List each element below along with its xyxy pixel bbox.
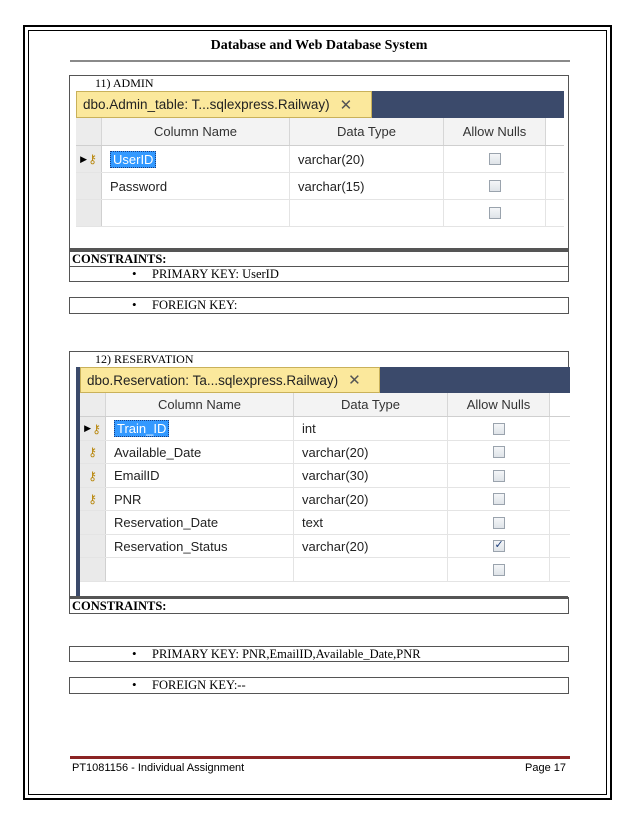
section-divider: [70, 248, 568, 250]
document-tab-bar: [76, 91, 564, 118]
allow-nulls-checkbox[interactable]: [493, 540, 505, 552]
allow-nulls-checkbox[interactable]: [489, 153, 501, 165]
allow-nulls-checkbox[interactable]: [489, 207, 501, 219]
reservation-table-section: [69, 351, 569, 599]
column-name-cell[interactable]: Available_Date: [106, 441, 294, 463]
table-designer: [76, 367, 570, 597]
column-name-cell[interactable]: Reservation_Status: [106, 535, 294, 557]
document-tab-bar: [80, 367, 570, 393]
table-row[interactable]: [80, 441, 570, 464]
primary-key-constraint: [69, 646, 569, 662]
table-row[interactable]: [76, 146, 564, 173]
table-row[interactable]: [80, 558, 570, 582]
row-selector[interactable]: [80, 511, 106, 534]
key-icon: ⚷: [88, 445, 97, 459]
document-tab[interactable]: [80, 367, 380, 393]
admin-table-section: [69, 75, 569, 251]
row-selector[interactable]: [80, 488, 106, 510]
key-icon: ⚷: [88, 492, 97, 506]
data-type-cell[interactable]: text: [294, 511, 448, 534]
table-row[interactable]: [76, 173, 564, 200]
allow-nulls-cell: [444, 173, 546, 199]
allow-nulls-header[interactable]: Allow Nulls: [448, 393, 550, 416]
column-name-header[interactable]: Column Name: [106, 393, 294, 416]
section-heading: 11) ADMIN: [95, 76, 154, 90]
foreign-key-constraint: [69, 297, 569, 314]
page-number: Page 17: [525, 762, 566, 774]
allow-nulls-checkbox[interactable]: [493, 446, 505, 458]
constraints-heading: CONSTRAINTS:: [69, 598, 569, 614]
row-selector[interactable]: [80, 441, 106, 463]
table-row[interactable]: [80, 417, 570, 441]
table-row[interactable]: [80, 488, 570, 511]
footer-left: PT1081156 - Individual Assignment: [72, 762, 245, 774]
row-selector[interactable]: [76, 146, 102, 172]
tab-title: dbo.Reservation: Ta...sqlexpress.Railway): [87, 372, 339, 388]
allow-nulls-checkbox[interactable]: [489, 180, 501, 192]
data-type-cell[interactable]: [294, 558, 448, 581]
allow-nulls-checkbox[interactable]: [493, 423, 505, 435]
foreign-key-text: FOREIGN KEY:: [152, 298, 238, 312]
allow-nulls-checkbox[interactable]: [493, 564, 505, 576]
allow-nulls-checkbox[interactable]: [493, 493, 505, 505]
column-name-text[interactable]: Train_ID: [114, 420, 169, 437]
data-type-cell[interactable]: varchar(30): [294, 464, 448, 487]
key-icon: ⚷: [92, 421, 101, 436]
column-name-cell[interactable]: [106, 558, 294, 581]
column-name-cell[interactable]: [106, 417, 294, 440]
data-type-header[interactable]: Data Type: [290, 118, 444, 145]
allow-nulls-cell: [448, 535, 550, 557]
key-icon: ⚷: [88, 468, 97, 483]
row-selector-header: [80, 393, 106, 416]
data-type-cell[interactable]: varchar(15): [290, 173, 444, 199]
foreign-key-constraint: [69, 677, 569, 694]
table-row[interactable]: [80, 535, 570, 558]
grid-header-row: [80, 393, 570, 417]
allow-nulls-cell: [448, 488, 550, 510]
primary-key-text: PRIMARY KEY: UserID: [152, 267, 279, 281]
table-row[interactable]: [80, 511, 570, 535]
foreign-key-text: FOREIGN KEY:--: [152, 678, 246, 692]
primary-key-constraint: [69, 266, 569, 282]
data-type-cell[interactable]: varchar(20): [294, 535, 448, 557]
allow-nulls-cell: [448, 417, 550, 440]
column-name-cell[interactable]: EmailID: [106, 464, 294, 487]
table-row[interactable]: [80, 464, 570, 488]
table-row[interactable]: [76, 200, 564, 227]
allow-nulls-cell: [448, 464, 550, 487]
column-name-cell[interactable]: Password: [102, 173, 290, 199]
data-type-cell[interactable]: int: [294, 417, 448, 440]
row-selector[interactable]: [80, 464, 106, 487]
data-type-cell[interactable]: varchar(20): [290, 146, 444, 172]
allow-nulls-cell: [448, 441, 550, 463]
row-selector[interactable]: [80, 535, 106, 557]
allow-nulls-header[interactable]: Allow Nulls: [444, 118, 546, 145]
document-tab[interactable]: [76, 91, 372, 118]
row-selector-header: [76, 118, 102, 145]
primary-key-text: PRIMARY KEY: PNR,EmailID,Available_Date,PNR: [152, 647, 421, 661]
column-grid: [80, 393, 570, 597]
allow-nulls-cell: [448, 511, 550, 534]
header-rule: [70, 60, 570, 62]
close-icon[interactable]: ✕: [339, 96, 353, 114]
allow-nulls-cell: [448, 558, 550, 581]
column-grid: [76, 118, 564, 249]
constraints-heading: CONSTRAINTS:: [69, 251, 569, 267]
row-selector[interactable]: [76, 173, 102, 199]
allow-nulls-cell: [444, 200, 546, 226]
section-heading: 12) RESERVATION: [95, 352, 194, 366]
key-icon: ⚷: [88, 152, 97, 166]
footer-rule: [70, 756, 570, 759]
column-name-cell[interactable]: [102, 200, 290, 226]
close-icon[interactable]: ✕: [348, 372, 361, 389]
row-selector[interactable]: [80, 558, 106, 581]
tab-title: dbo.Admin_table: T...sqlexpress.Railway): [83, 97, 330, 112]
row-pointer-icon: ▶: [84, 423, 92, 433]
grid-header-row: [76, 118, 564, 146]
column-name-cell[interactable]: Reservation_Date: [106, 511, 294, 534]
data-type-cell[interactable]: varchar(20): [294, 488, 448, 510]
column-name-cell[interactable]: [102, 146, 290, 172]
data-type-header[interactable]: Data Type: [294, 393, 448, 416]
column-name-header[interactable]: Column Name: [102, 118, 290, 145]
row-selector[interactable]: [76, 200, 102, 226]
page-header-title: Database and Web Database System: [210, 38, 428, 53]
allow-nulls-checkbox[interactable]: [493, 517, 505, 529]
allow-nulls-checkbox[interactable]: [493, 470, 505, 482]
table-designer: [76, 91, 564, 249]
row-pointer-icon: ▶: [80, 153, 88, 164]
column-name-text[interactable]: UserID: [110, 151, 156, 168]
column-name-cell[interactable]: PNR: [106, 488, 294, 510]
allow-nulls-cell: [444, 146, 546, 172]
row-selector[interactable]: [80, 417, 106, 440]
data-type-cell[interactable]: varchar(20): [294, 441, 448, 463]
data-type-cell[interactable]: [290, 200, 444, 226]
